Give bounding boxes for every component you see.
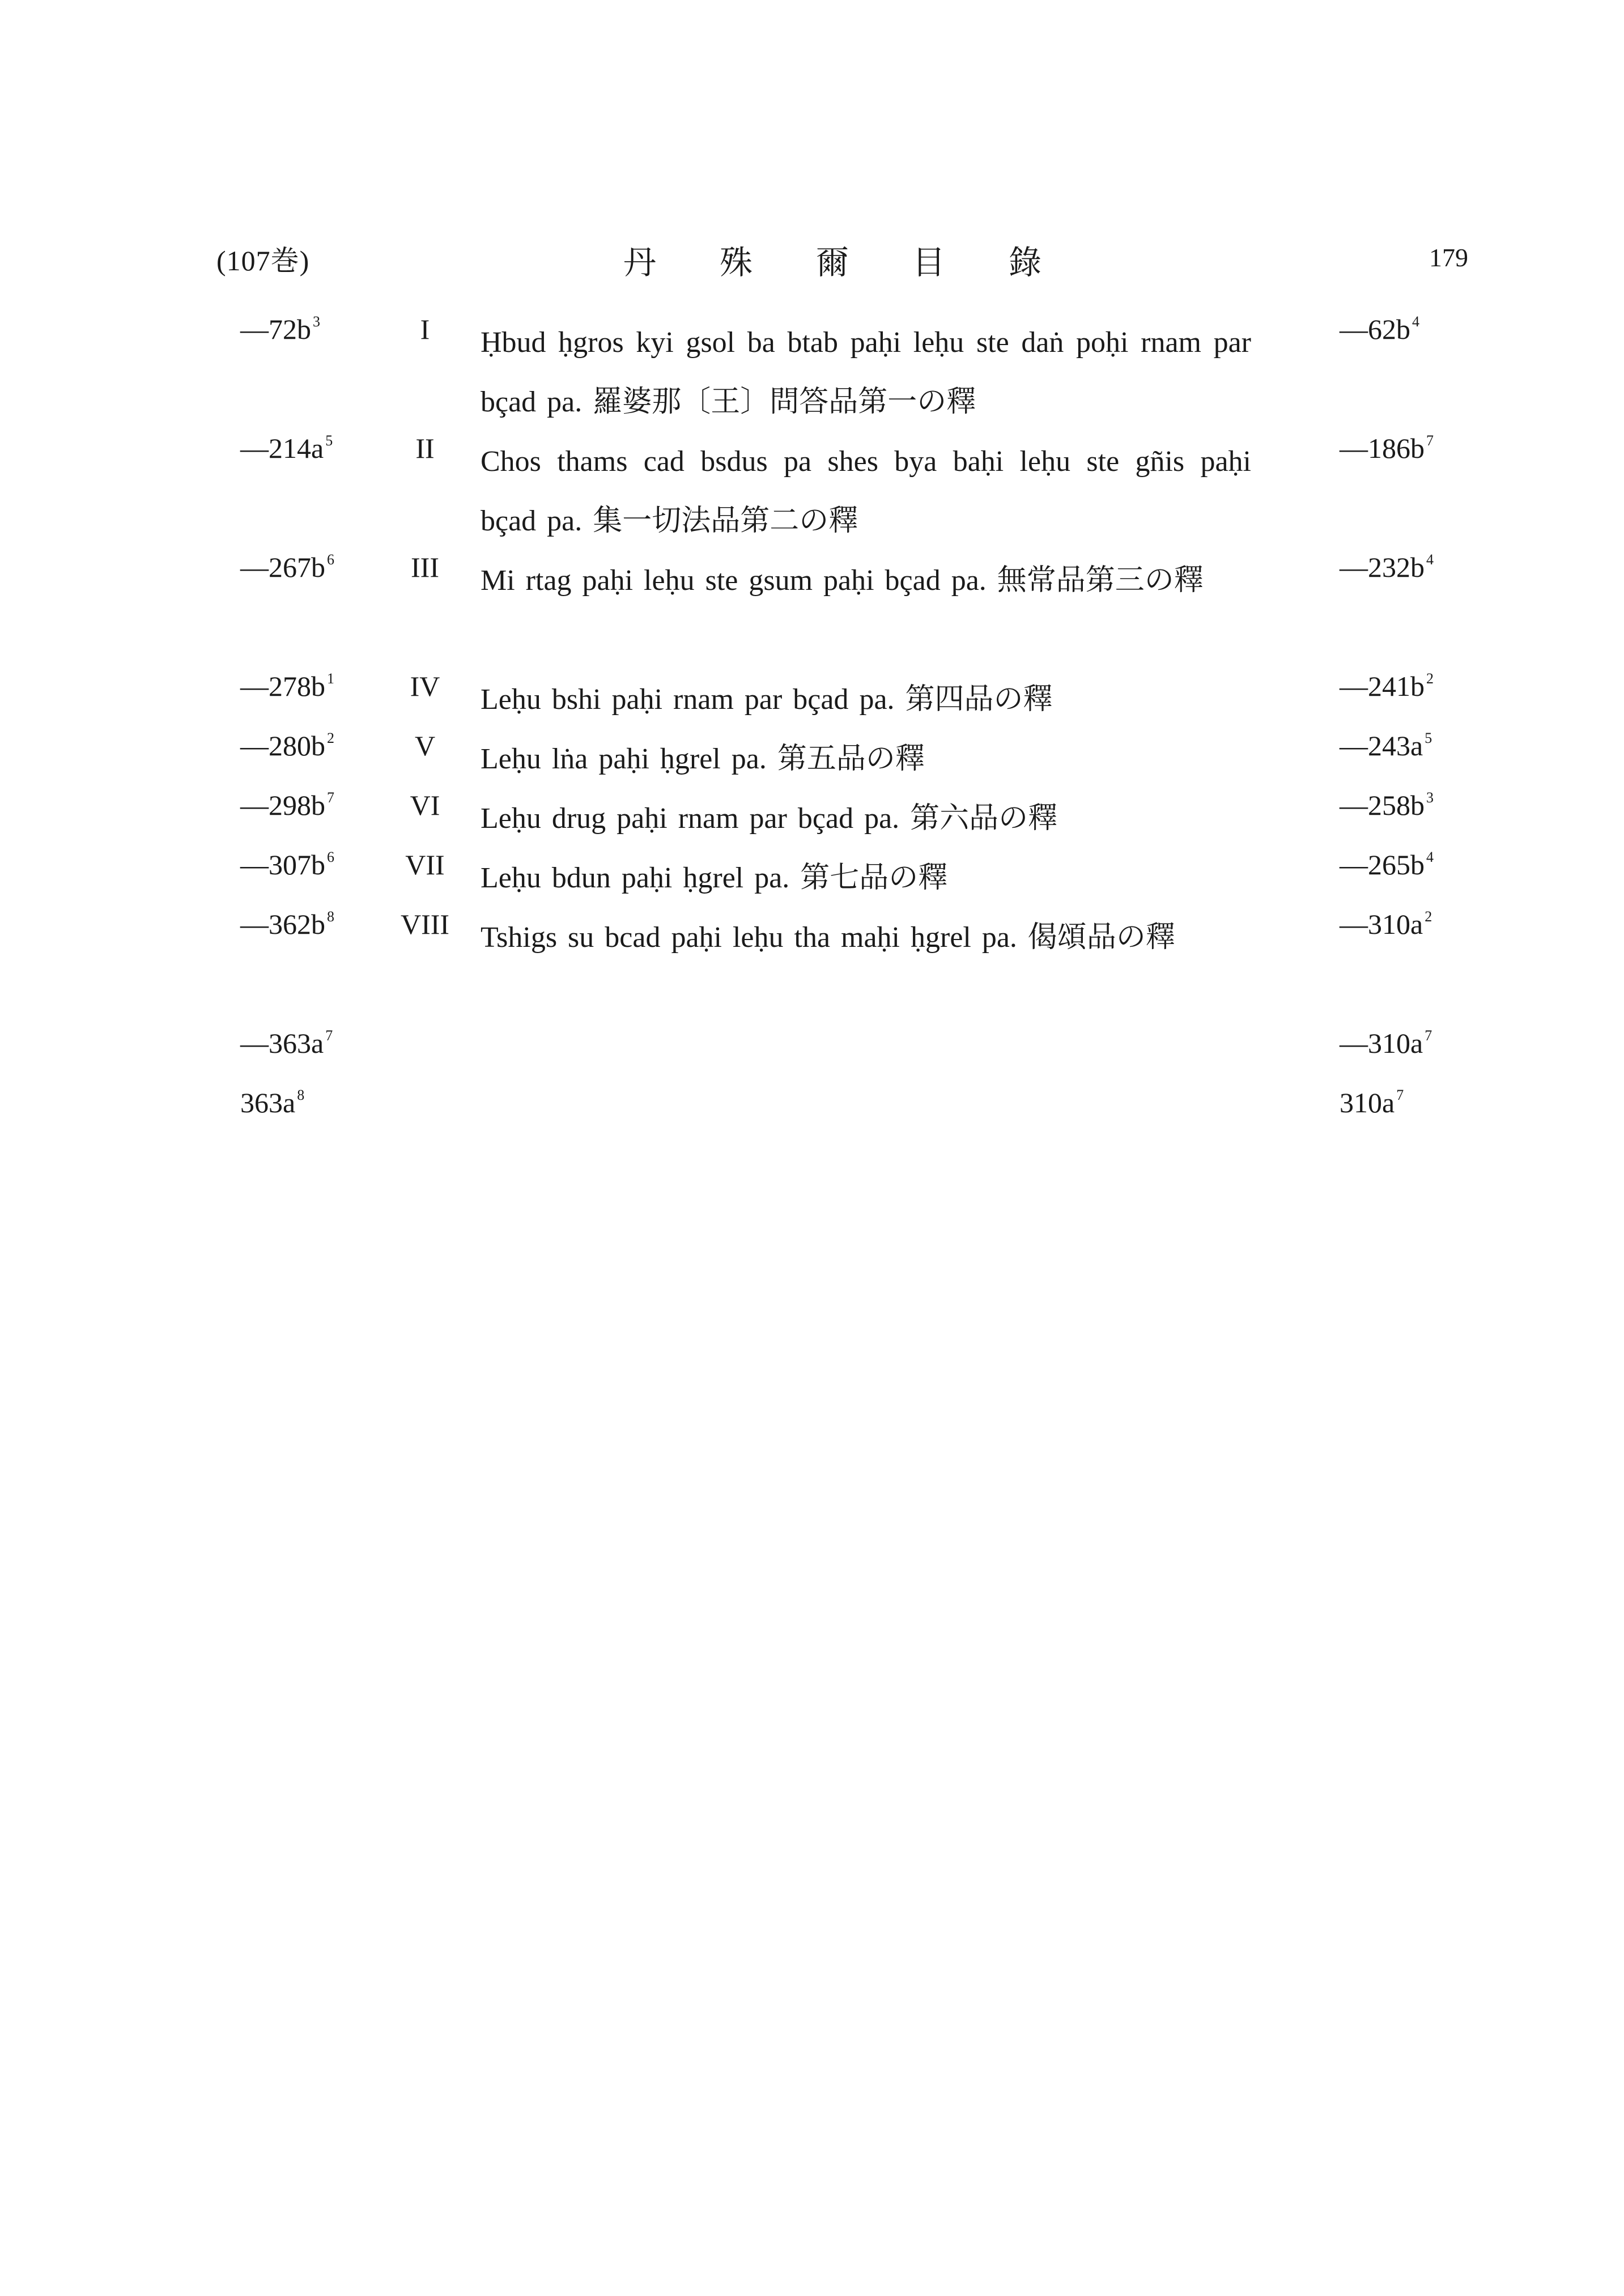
chapter-title: Leḥu bdun paḥi ḥgrel pa. 第七品の釋 — [481, 862, 948, 894]
catalog-entry — [0, 1086, 1624, 1146]
page-number: 179 — [1429, 243, 1468, 272]
right-folio: —62b $^4$ — [1340, 313, 1419, 345]
right-folio: —232b $^4$ — [1340, 551, 1434, 583]
title-char: 爾 — [816, 243, 849, 282]
right-folio: 310a $^7$ — [1340, 1087, 1404, 1119]
catalog-entry — [0, 789, 1624, 848]
catalog-entry — [0, 1027, 1624, 1086]
left-folio: —214a $^5$ — [240, 432, 333, 464]
left-folio: —298b $^7$ — [240, 789, 334, 821]
volume-label: (107巻) — [216, 245, 310, 277]
catalog-entry — [0, 670, 1624, 729]
chapter-title: Ḥbud ḥgros kyi gsol ba btab paḥi leḥu ste daṅ poḥi rnam par bçad pa. 羅婆那〔王〕問答品第一の釋 — [481, 326, 1251, 418]
title-char: 丹 — [623, 243, 657, 282]
right-folio: —241b $^2$ — [1340, 670, 1434, 702]
catalog-entry — [0, 729, 1624, 789]
catalog-entry — [0, 432, 1624, 551]
page-header — [0, 238, 1624, 283]
catalog-entry — [0, 908, 1624, 1027]
catalog-entry — [0, 313, 1624, 432]
right-folio: —243a $^5$ — [1340, 730, 1432, 762]
right-folio: —258b $^3$ — [1340, 789, 1434, 821]
chapter-numeral: V — [414, 730, 436, 762]
chapter-numeral: II — [415, 432, 435, 464]
page-title — [623, 236, 1105, 283]
chapter-numeral: VIII — [400, 908, 450, 940]
right-folio: —265b $^4$ — [1340, 849, 1434, 881]
left-folio: —267b $^6$ — [240, 551, 334, 583]
chapter-numeral: VI — [410, 789, 440, 821]
chapter-numeral: I — [420, 313, 430, 345]
left-folio: —362b $^8$ — [240, 908, 334, 940]
catalog-entry — [0, 848, 1624, 908]
chapter-title: Mi rtag paḥi leḥu ste gsum paḥi bçad pa. 無常品第三の釋 — [481, 564, 1204, 597]
chapter-title: Tshigs su bcad paḥi leḥu tha maḥi ḥgrel pa. 偈頌品の釋 — [481, 921, 1175, 954]
left-folio: —280b $^2$ — [240, 730, 334, 762]
left-folio: 363a $^8$ — [240, 1087, 305, 1119]
title-char: 錄 — [1009, 243, 1042, 282]
chapter-title: Chos thams cad bsdus pa shes bya baḥi leḥu ste gñis paḥi bçad pa. 集一切法品第二の釋 — [481, 445, 1251, 537]
left-folio: —278b $^1$ — [240, 670, 334, 702]
chapter-title: Leḥu bshi paḥi rnam par bçad pa. 第四品の釋 — [481, 683, 1053, 716]
left-folio: —72b $^3$ — [240, 313, 320, 345]
chapter-title: Leḥu lṅa paḥi ḥgrel pa. 第五品の釋 — [481, 743, 925, 775]
chapter-numeral: IV — [410, 670, 440, 702]
right-folio: —310a $^2$ — [1340, 908, 1432, 940]
catalog-entry — [0, 551, 1624, 670]
title-char: 殊 — [720, 243, 753, 282]
title-char: 目 — [912, 243, 946, 282]
right-folio: —186b $^7$ — [1340, 432, 1434, 464]
left-folio: —363a $^7$ — [240, 1027, 333, 1059]
chapter-numeral: VII — [405, 849, 445, 881]
left-folio: —307b $^6$ — [240, 849, 334, 881]
chapter-numeral: III — [411, 551, 439, 583]
right-folio: —310a $^7$ — [1340, 1027, 1432, 1059]
catalog-entries — [0, 313, 1624, 1146]
chapter-title: Leḥu drug paḥi rnam par bçad pa. 第六品の釋 — [481, 802, 1058, 835]
